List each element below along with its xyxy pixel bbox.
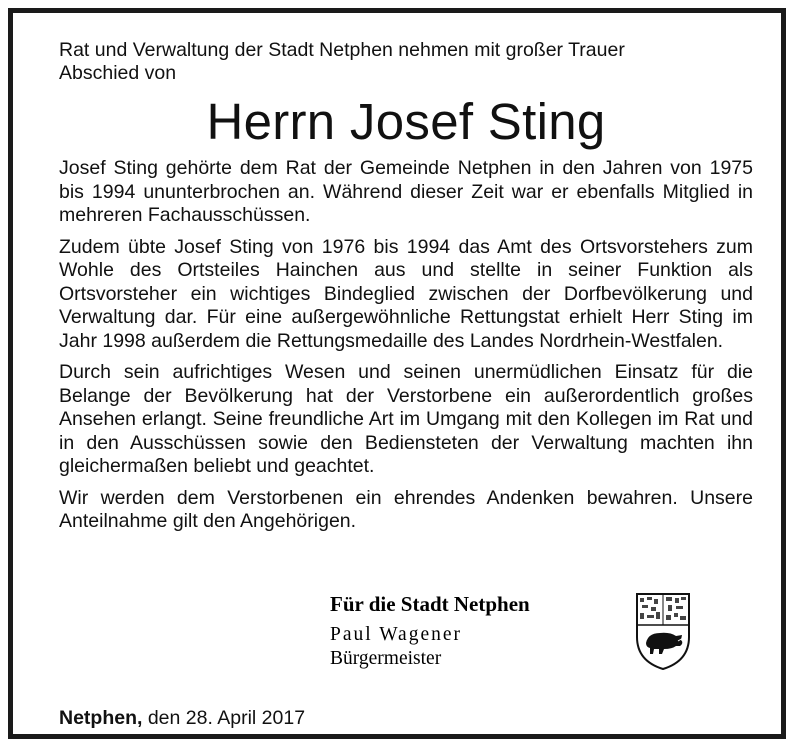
date-text: den 28. April 2017: [142, 707, 306, 729]
signature-role: Bürgermeister: [330, 648, 442, 669]
intro-line-1: Rat und Verwaltung der Stadt Netphen nehmen mit großer Trauer: [59, 39, 625, 61]
deceased-name: Herrn Josef Sting: [206, 93, 606, 150]
notice-content: [59, 39, 753, 542]
signature-block: [330, 591, 750, 711]
paragraph-ortsvorsteher: Zudem übte Josef Sting von 1976 bis 1994 das Amt des Ortsvorstehers zum Wohle des Ortsteiles Hainchen aus und stellte in seiner Funktion als Ortsvorsteher ein wichtiges Bindeglied zwischen der Dorfbevölkerung und Verwaltung dar. Für eine außergewöhnliche Rettungstat erhielt Herr Sting im Jahr 1998 außerdem die Rettungsmedaille des Landes Nordrhein-Westfalen.: [59, 235, 753, 352]
date-line: [59, 706, 305, 730]
signature-person: Paul Wagener: [330, 624, 462, 645]
intro-line-2: Abschied von: [59, 62, 177, 84]
date-place: Netphen,: [59, 707, 143, 729]
signature-title: Für die Stadt Netphen: [330, 592, 530, 616]
boar-coat-of-arms-icon: [634, 591, 692, 671]
paragraph-character: Durch sein aufrichtiges Wesen und seinen unermüdlichen Einsatz für die Belange der Bevölkerung hat der Verstorbene ein außerordentlich großes Ansehen erlangt. Seine freundliche Art im Umgang mit den Kollegen im Rat und in den Ausschüssen sowie den Bediensteten der Verwaltung machten ihn gleichermaßen beliebt und geachtet.: [59, 361, 753, 477]
obituary-notice: [8, 8, 786, 739]
paragraph-condolence: Wir werden dem Verstorbenen ein ehrendes Andenken bewahren. Unsere Anteilnahme gilt den Angehörigen.: [59, 486, 753, 532]
paragraph-council: Josef Sting gehörte dem Rat der Gemeinde Netphen in den Jahren von 1975 bis 1994 ununterbrochen an. Während dieser Zeit war er ebenfalls Mitglied in mehreren Fachausschüssen.: [59, 157, 753, 226]
